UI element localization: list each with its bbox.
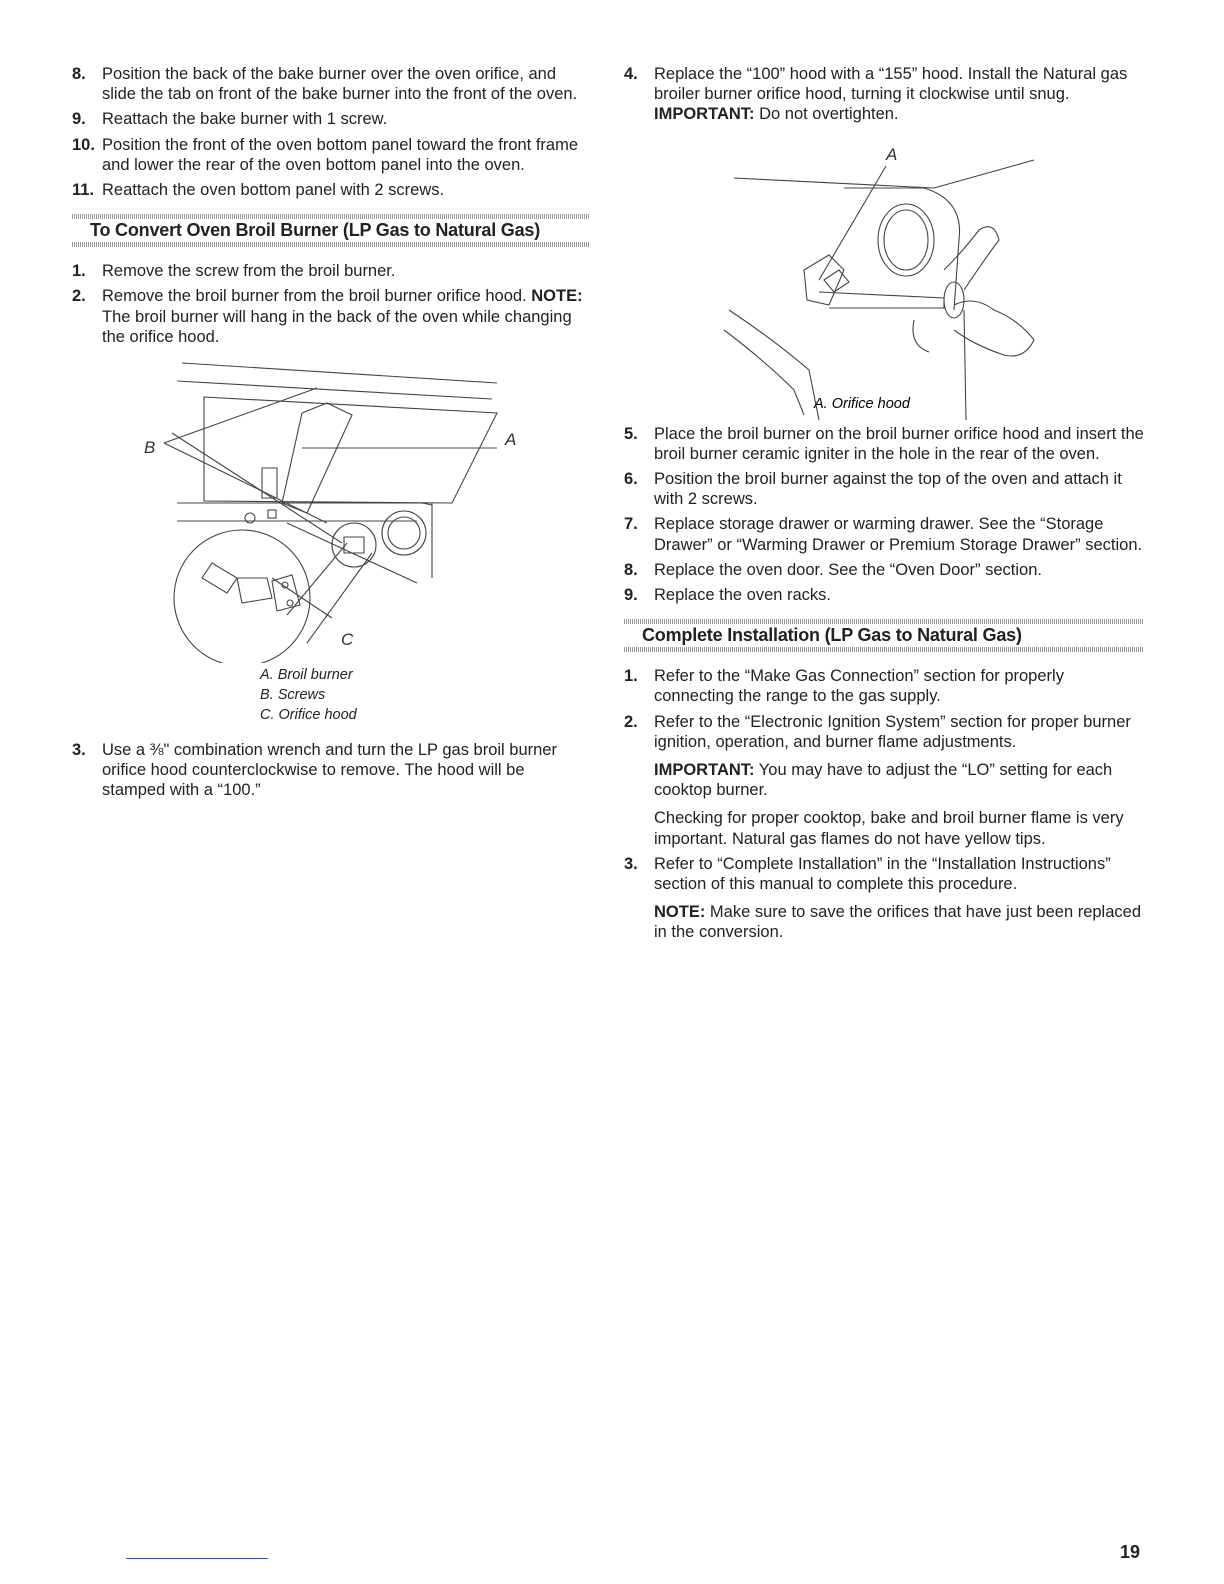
step-6-right — [624, 469, 1144, 509]
left-column — [72, 64, 590, 806]
step-number: 8. — [72, 65, 86, 83]
steps-list-reassemble — [624, 424, 1144, 606]
step-3-right — [624, 854, 1144, 943]
step-number: 7. — [624, 515, 638, 534]
step-1-right — [624, 666, 1144, 706]
broil-burner-illustration — [72, 353, 590, 663]
step-8-left — [72, 64, 590, 104]
step-number: 11. — [72, 181, 95, 200]
step-text: Use a ⅜" combination wrench and turn the LP gas broil burner orifice hood counterclockwise to remove. The hood will be stamped with a “100.” — [102, 741, 557, 800]
step-text: Refer to “Complete Installation” in the “Installation Instructions” section of this manual to complete this procedure. — [654, 854, 1111, 894]
step-text: Position the broil burner against the top of the oven and attach it with 2 screws. — [654, 470, 1122, 509]
steps-list-broil-continued — [72, 740, 590, 801]
caption-line: C. Orifice hood — [260, 707, 357, 724]
footer-rule — [126, 1558, 268, 1559]
step-number: 3. — [72, 741, 86, 760]
orifice-hood-caption: A. Orifice hood — [814, 395, 910, 412]
step-extra-text: Checking for proper cooktop, bake and broil burner flame is very important. Natural gas flames do not have yellow tips. — [654, 809, 1124, 848]
step-text: Replace the oven door. See the “Oven Door” section. — [654, 560, 1042, 579]
section-heading-complete-installation: Complete Installation (LP Gas to Natural Gas) — [624, 619, 1144, 652]
steps-list-bake-burner — [72, 64, 590, 200]
step-text: Remove the screw from the broil burner. — [102, 262, 396, 281]
step-number: 5. — [624, 424, 638, 443]
note-text: Make sure to save the orifices that have just been replaced in the conversion. — [654, 903, 1142, 942]
step-9-right — [624, 585, 1144, 605]
step-7-right — [624, 514, 1144, 554]
step-number: 3. — [624, 854, 638, 873]
broil-burner-figure — [72, 353, 590, 663]
important-text: You may have to adjust the “LO” setting for each cooktop burner. — [654, 761, 1113, 800]
page-number: 19 — [1120, 1542, 1141, 1562]
section-heading-broil-burner: To Convert Oven Broil Burner (LP Gas to Natural Gas) — [72, 214, 590, 247]
note-label: NOTE: — [531, 287, 583, 306]
step-text: Place the broil burner on the broil burner orifice hood and insert the broil burner ceramic igniter in the hole in the rear of the oven. — [654, 424, 1144, 463]
step-number: 4. — [624, 65, 638, 83]
figure-label-c: C — [341, 630, 354, 650]
steps-list-complete-installation — [624, 666, 1144, 942]
step-number: 10. — [72, 135, 95, 154]
step-number: 1. — [72, 262, 86, 281]
figure-label-b: B — [144, 438, 156, 458]
step-4-right — [624, 64, 1144, 125]
steps-list-broil-burner — [72, 261, 590, 347]
step-number: 9. — [72, 110, 86, 129]
step-text: Refer to the “Make Gas Connection” section for properly connecting the range to the gas supply. — [654, 667, 1064, 706]
caption-line: B. Screws — [260, 687, 326, 704]
step-number: 8. — [624, 560, 638, 579]
step-text: Replace storage drawer or warming drawer. See the “Storage Drawer” or “Warming Drawer or Premium Storage Drawer” section. — [654, 515, 1143, 554]
step-2-left — [72, 286, 590, 347]
step-text: Reattach the oven bottom panel with 2 screws. — [102, 181, 445, 200]
step-5-right — [624, 424, 1144, 464]
step-number: 6. — [624, 470, 638, 489]
step-9-left — [72, 109, 590, 129]
step-3-left — [72, 740, 590, 801]
step-number: 2. — [72, 287, 86, 306]
step-text: Refer to the “Electronic Ignition System” section for proper burner ignition, operation, and burner flame adjustments. — [654, 712, 1131, 751]
note-label: NOTE: — [654, 903, 706, 922]
step-number: 9. — [624, 586, 638, 605]
orifice-hood-figure — [624, 130, 1144, 420]
step-11-left — [72, 180, 590, 200]
note-text: The broil burner will hang in the back of the oven while changing the orifice hood. — [102, 307, 572, 346]
step-text: Position the back of the bake burner over the oven orifice, and slide the tab on front of the bake burner into the front of the oven. — [102, 65, 578, 104]
step-text: Remove the broil burner from the broil burner orifice hood. — [102, 287, 527, 306]
step-1-left — [72, 261, 590, 281]
orifice-hood-illustration — [624, 130, 1144, 420]
step-number: 1. — [624, 667, 638, 686]
figure-label-a: A — [886, 144, 898, 164]
figure-label-a: A — [505, 430, 517, 450]
steps-list-orifice — [624, 64, 1144, 125]
step-10-left — [72, 135, 590, 175]
caption-line: A. Broil burner — [260, 667, 353, 684]
important-label: IMPORTANT: — [654, 105, 755, 124]
step-text: Position the front of the oven bottom panel toward the front frame and lower the rear of the oven bottom panel into the oven. — [102, 135, 579, 174]
step-text: Reattach the bake burner with 1 screw. — [102, 110, 388, 129]
step-number: 2. — [624, 712, 638, 731]
step-text: Replace the oven racks. — [654, 586, 832, 605]
broil-burner-caption — [260, 665, 590, 725]
right-column — [624, 64, 1144, 948]
step-2-right — [624, 712, 1144, 849]
important-label: IMPORTANT: — [654, 761, 755, 780]
step-text: Replace the “100” hood with a “155” hood. Install the Natural gas broiler burner orifice hood, turning it clockwise until snug. — [654, 65, 1128, 104]
important-text: Do not overtighten. — [754, 105, 899, 124]
step-8-right — [624, 560, 1144, 580]
